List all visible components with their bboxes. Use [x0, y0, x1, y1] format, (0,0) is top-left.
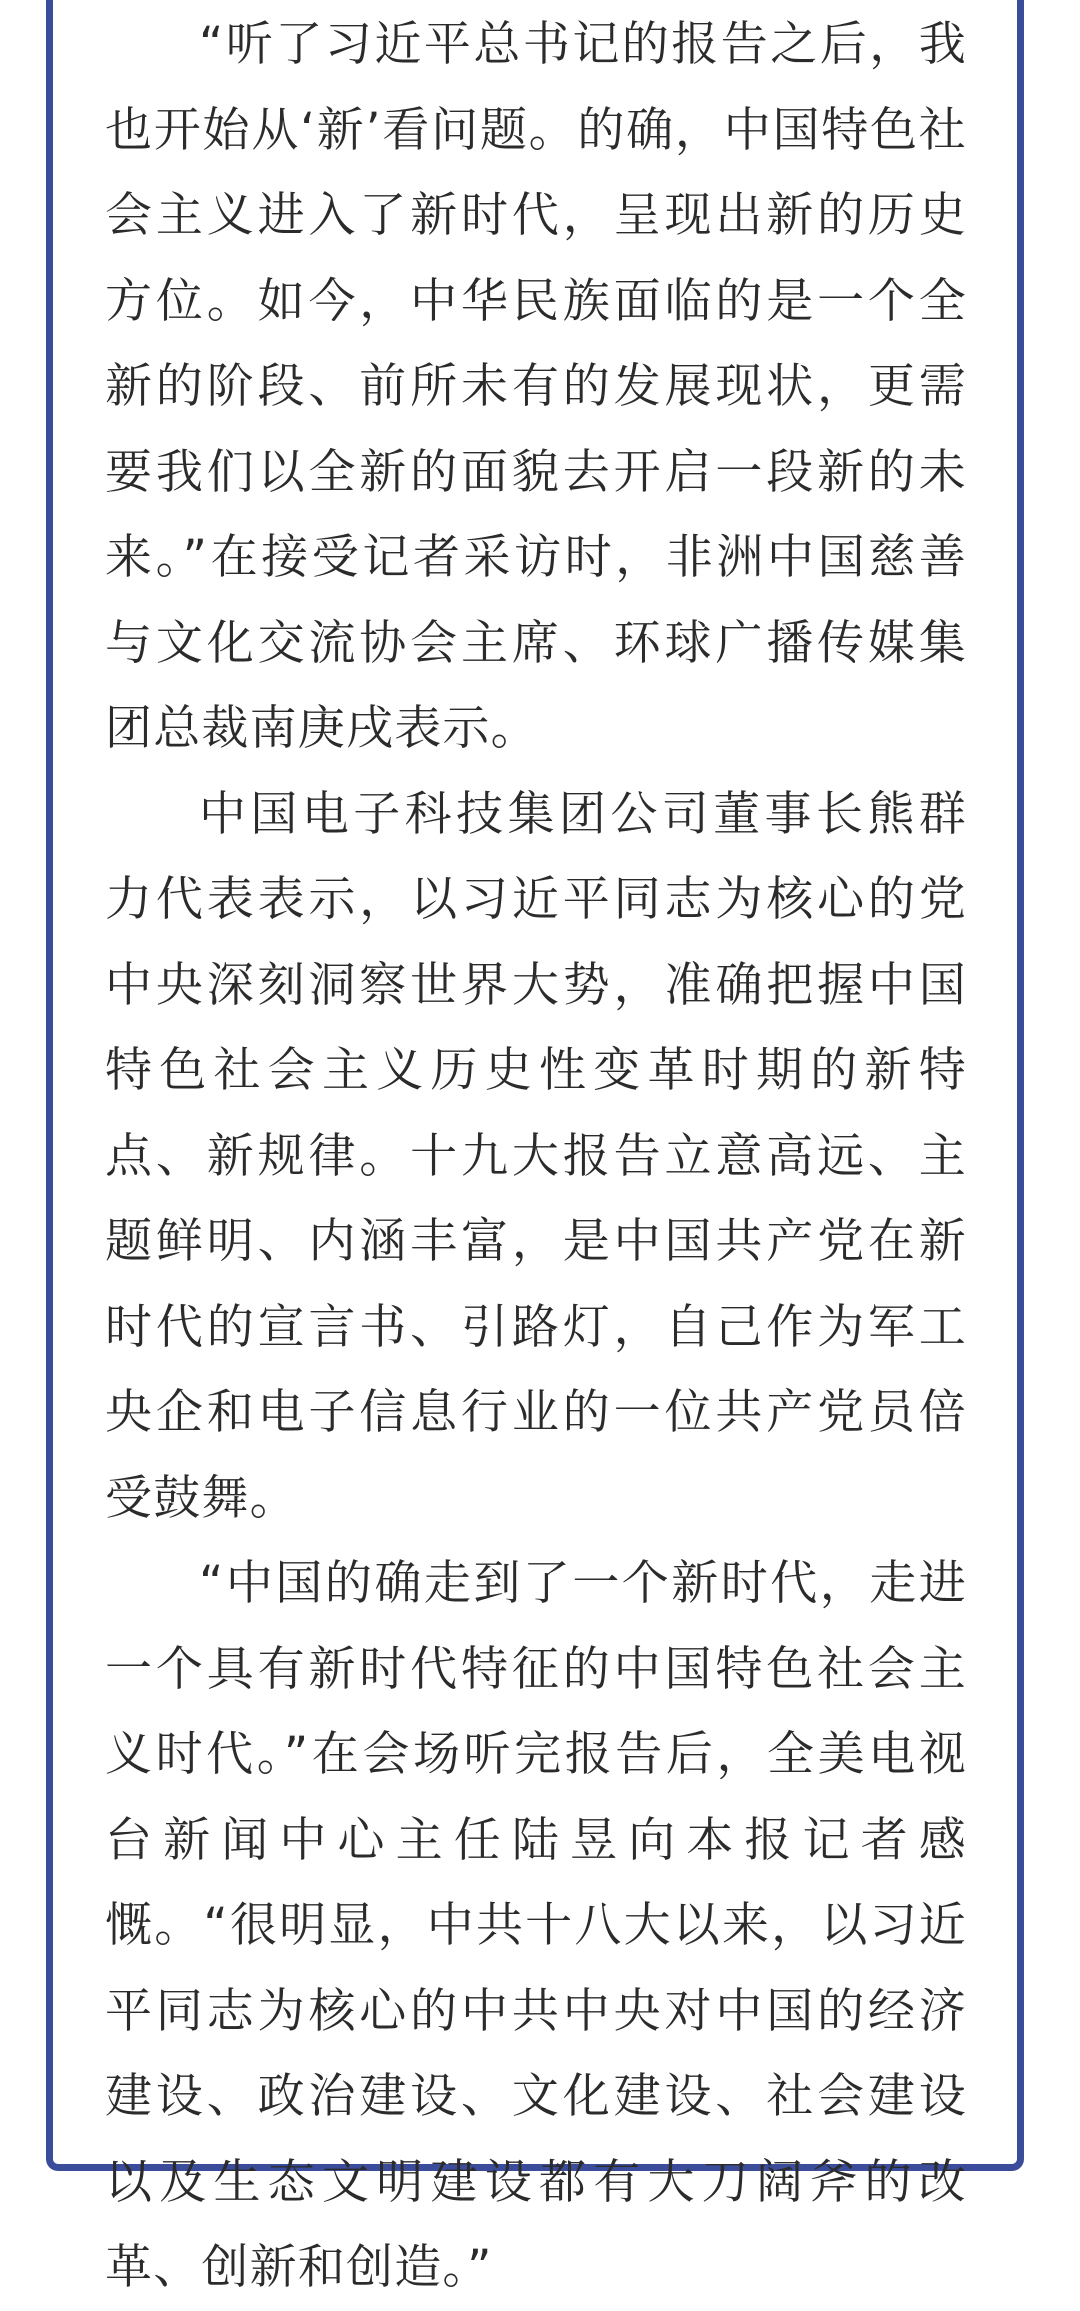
- article-body: [105, 2, 967, 2311]
- paragraph-lu-yu-quote: “中国的确走到了一个新时代，走进一个具有新时代特征的中国特色社会主义时代。”在会场听完报告后，全美电视台新闻中心主任陆昱向本报记者感慨。“很明显，中共十八大以来，以习近平同志为核心的中共中央对中国的经济建设、政治建设、文化建设、社会建设以及生态文明建设都有大刀阔斧的改革、创新和创造。”: [105, 1556, 967, 2295]
- article-frame: [46, 0, 1024, 2295]
- paragraph-xiong-qunli-statement: 中国电子科技集团公司董事长熊群力代表表示，以习近平同志为核心的党中央深刻洞察世界大势，准确把握中国特色社会主义历史性变革时期的新特点、新规律。十九大报告立意高远、主题鲜明、内涵丰富，是中国共产党在新时代的宣言书、引路灯，自己作为军工央企和电子信息行业的一位共产党员倍受鼓舞。: [105, 786, 967, 1526]
- paragraph-nan-gengxu-quote: “听了习近平总书记的报告之后，我也开始从‘新’看问题。的确，中国特色社会主义进入了新时代，呈现出新的历史方位。如今，中华民族面临的是一个全新的阶段、前所未有的发展现状，更需要我们以全新的面貌去开启一段新的未来。”在接受记者采访时，非洲中国慈善与文化交流协会主席、环球广播传媒集团总裁南庚戌表示。: [105, 17, 967, 756]
